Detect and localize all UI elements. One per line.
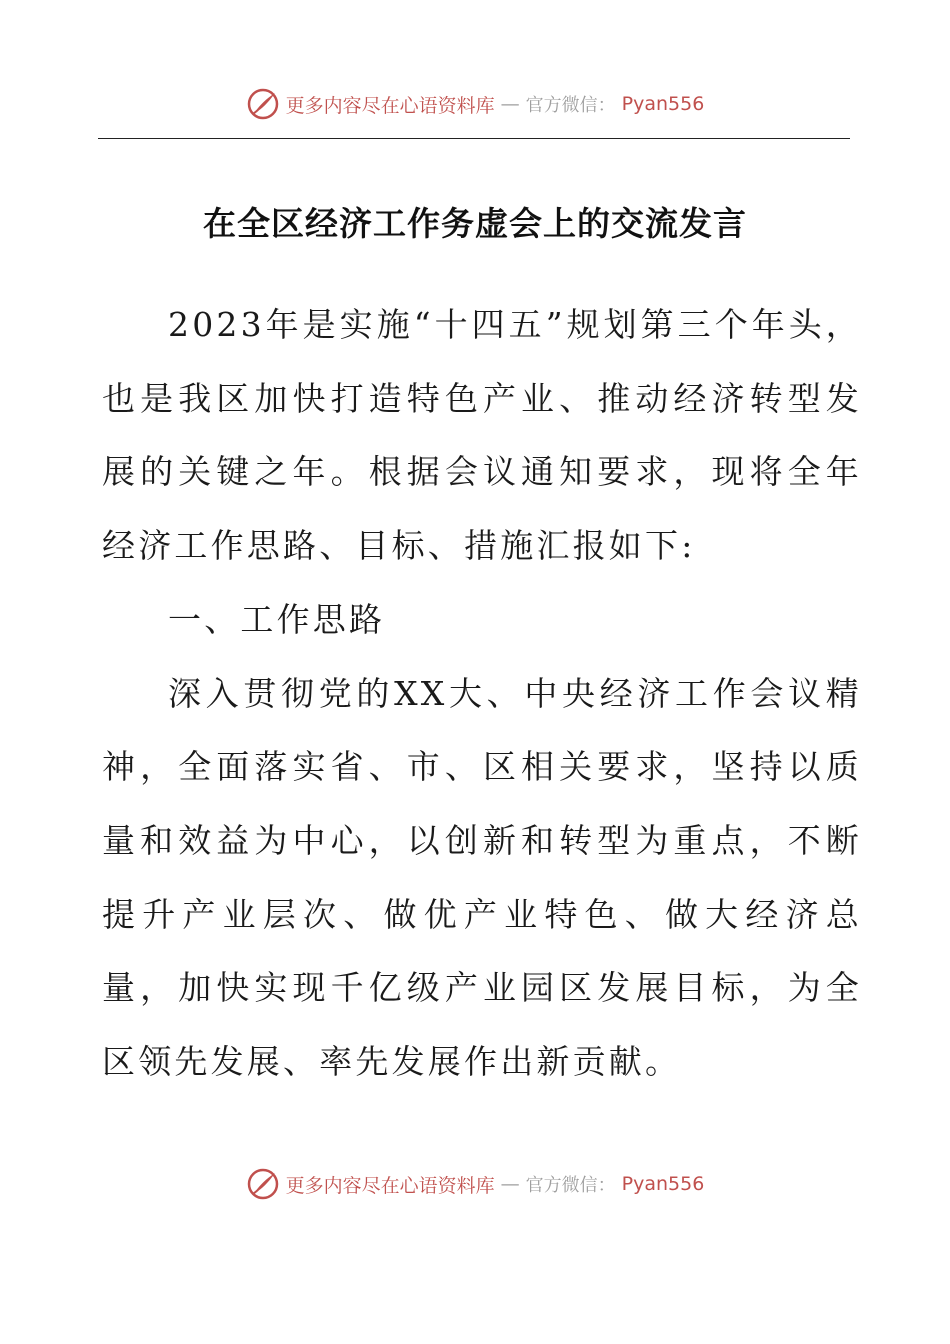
watermark-wechat-label: 官方微信： (525, 1175, 616, 1196)
watermark-wechat-label: 官方微信： (525, 95, 616, 116)
paragraph-work-ideas: 深入贯彻党的XX大、中央经济工作会议精神，全面落实省、市、区相关要求，坚持以质量和效益为中心，以创新和转型为重点，不断提升产业层次、做优产业特色、做大经济总量，加快实现千亿级产业园区发展目标，为全区领先发展、率先发展作出新贡献。 (102, 673, 862, 1082)
header-watermark (0, 84, 950, 124)
watermark-brand: 更多内容尽在心语资料库 (285, 1174, 495, 1197)
paragraph-intro: 2023年是实施“十四五”规划第三个年头，也是我区加快打造特色产业、推动经济转型发展的关键之年。根据会议通知要求，现将全年经济工作思路、目标、措施汇报如下: (102, 305, 862, 566)
watermark-wechat-id: Pyan556 (621, 93, 705, 115)
footer-watermark (0, 1164, 950, 1204)
header-divider (98, 138, 850, 139)
watermark-separator: — (500, 93, 520, 115)
section-heading: 一、工作思路 (168, 599, 386, 639)
watermark-brand: 更多内容尽在心语资料库 (285, 94, 495, 117)
document-body (102, 288, 862, 1099)
watermark-wechat-id: Pyan556 (621, 1173, 705, 1195)
watermark-separator: — (500, 1173, 520, 1195)
quill-logo-icon (246, 87, 280, 121)
quill-logo-icon (246, 1167, 280, 1201)
document-title: 在全区经济工作务虚会上的交流发言 (203, 204, 747, 243)
